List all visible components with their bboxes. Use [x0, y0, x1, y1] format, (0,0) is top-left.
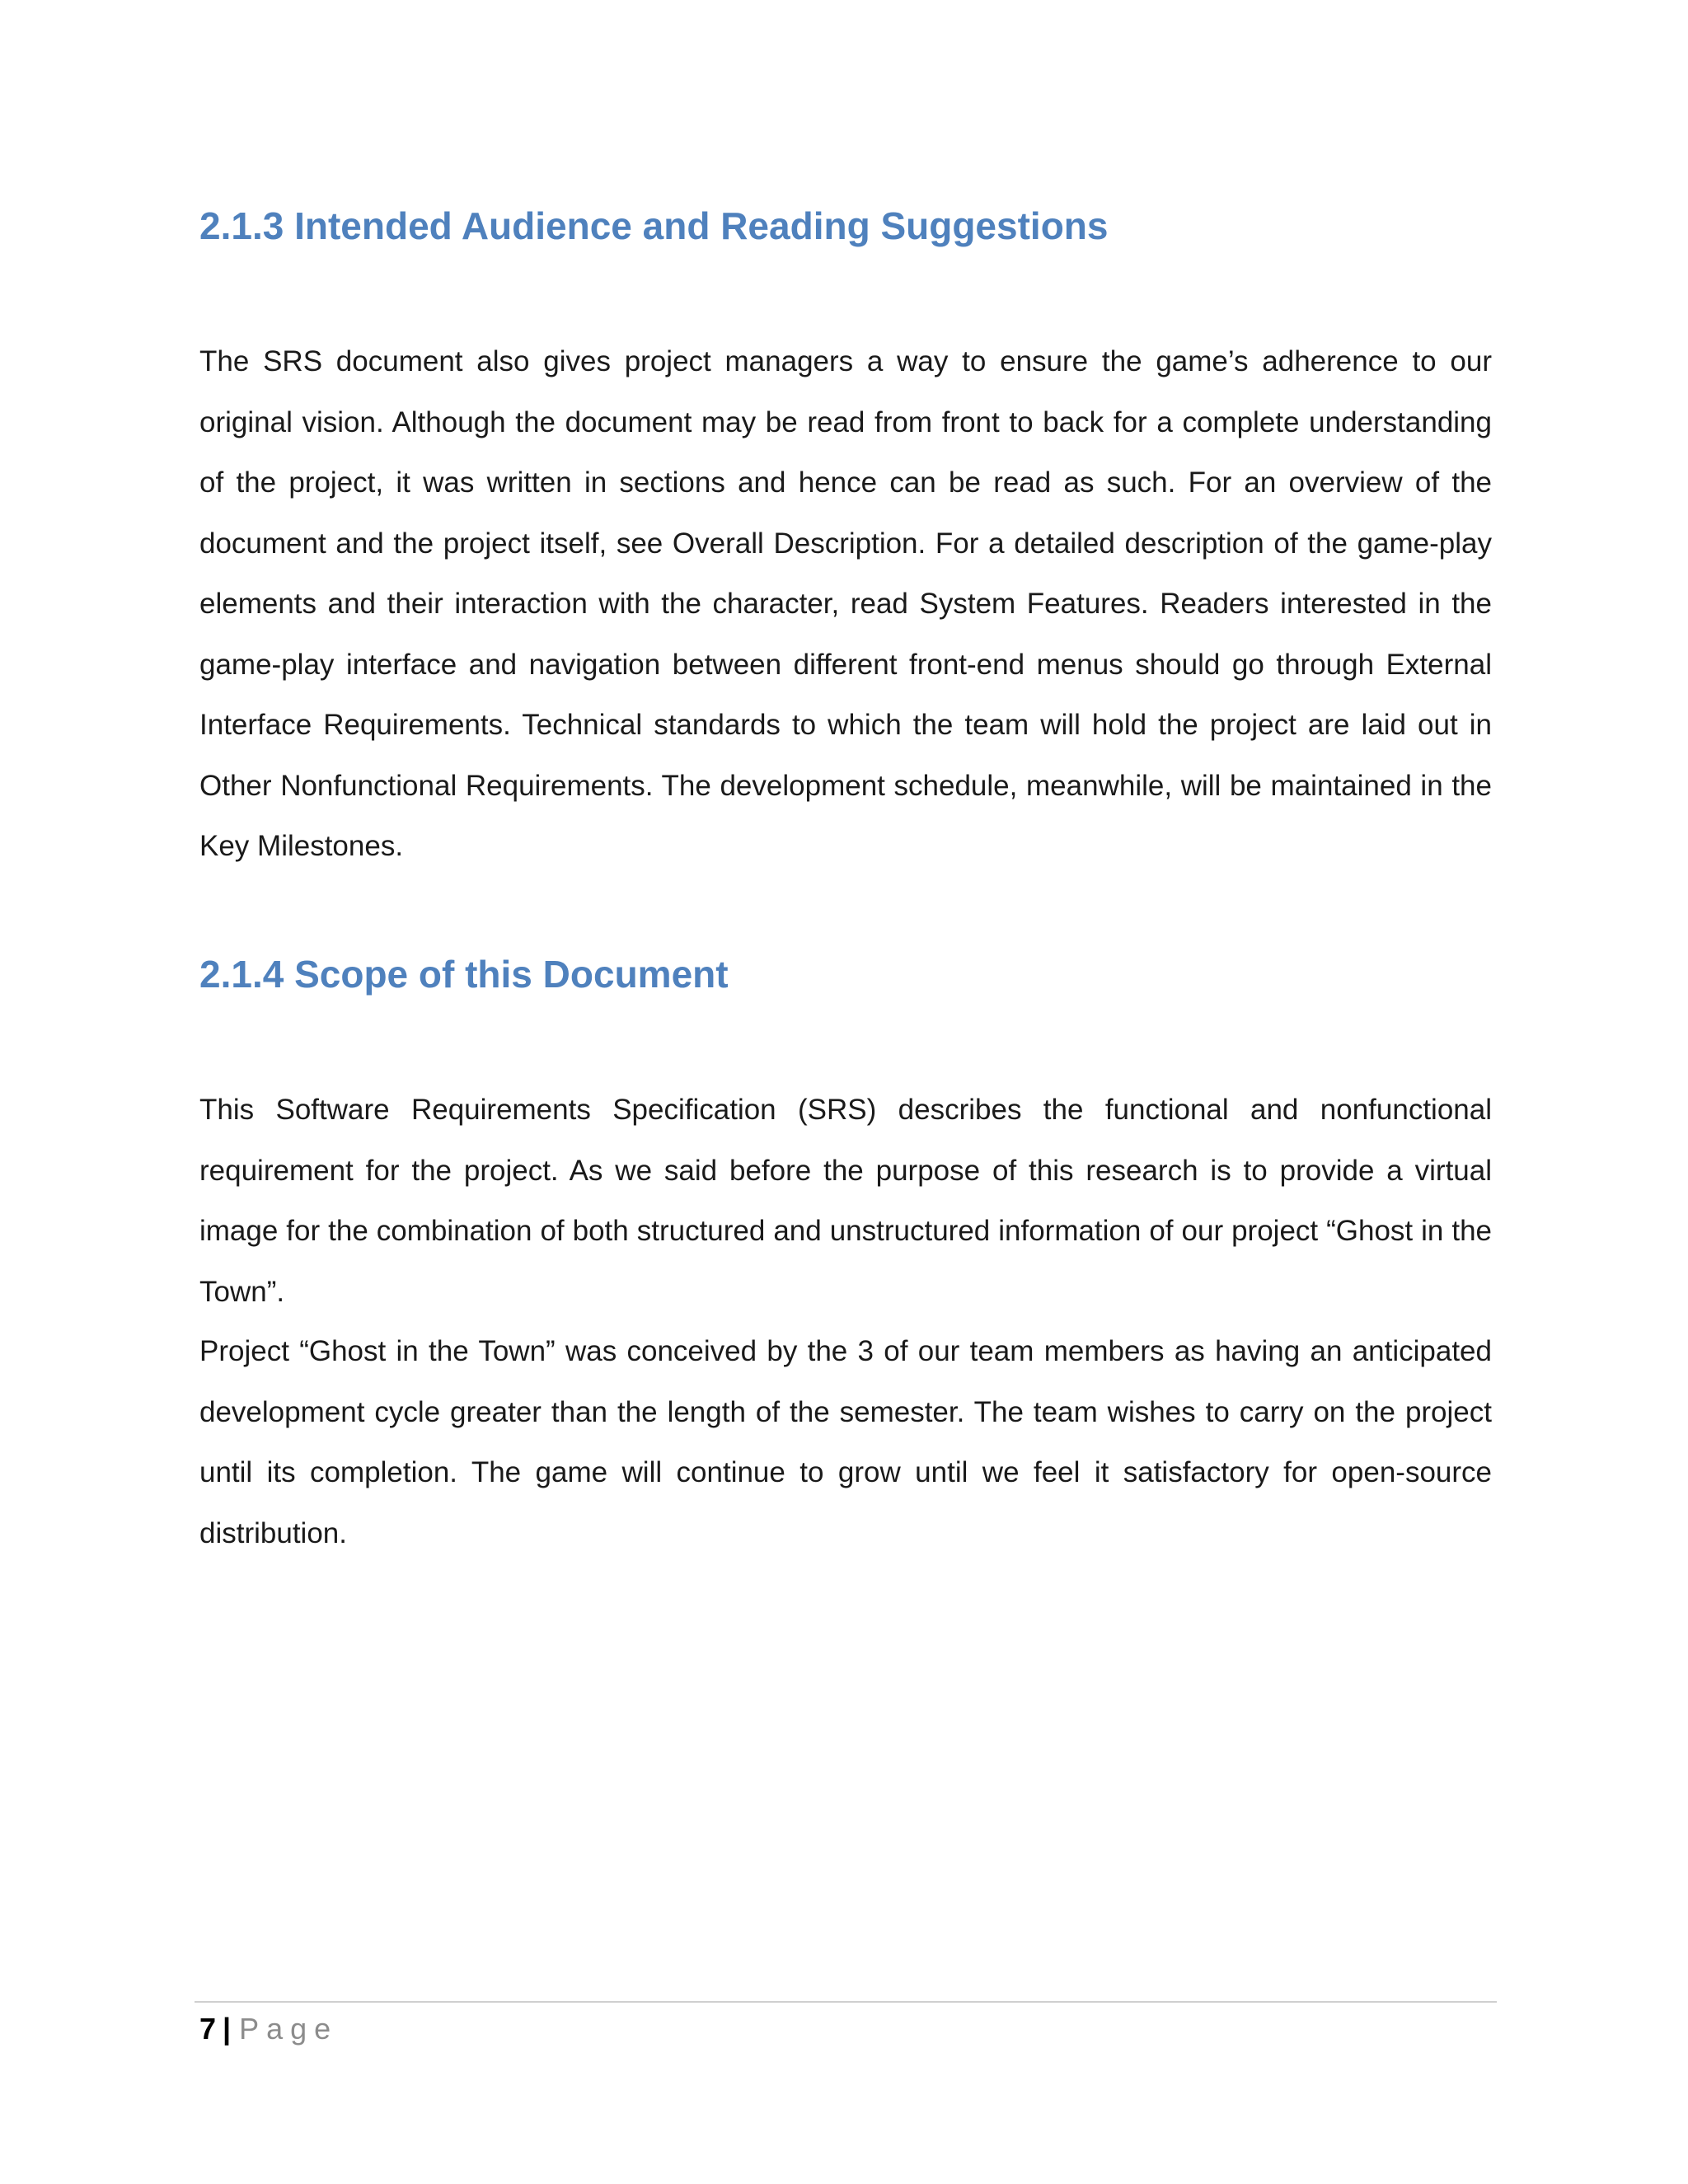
footer-divider [195, 2001, 1497, 2003]
section-heading-intended-audience: 2.1.3 Intended Audience and Reading Suggestions [199, 204, 1109, 247]
body-paragraph: The SRS document also gives project managers a way to ensure the game’s adherence to our original vision. Although the document may be read from front to back for a complete understanding of the project, it was written in sections and hence can be read as such. For an overview of the document and the project itself, see Overall Description. For a detailed description of the game-play elements and their interaction with the character, read System Features. Readers interested in the game-play interface and navigation between different front-end menus should go through External Interface Requirements. Technical standards to which the team will hold the project are laid out in Other Nonfunctional Requirements. The development schedule, meanwhile, will be maintained in the Key Milestones. [199, 345, 1492, 862]
section-heading-scope: 2.1.4 Scope of this Document [199, 953, 729, 996]
body-paragraph: This Software Requirements Specification (SRS) describes the functional and nonfunctional requirement for the project. As we said before the purpose of this research is to provide a virtual image for the combination of both structured and unstructured information of our project “Ghost in the Town”. [199, 1094, 1492, 1308]
page-footer [199, 2006, 338, 2052]
page-label: Page [239, 2012, 339, 2046]
page-number: 7 [199, 2012, 217, 2046]
body-paragraph: Project “Ghost in the Town” was conceived by the 3 of our team members as having an anticipated development cycle greater than the length of the semester. The team wishes to carry on the project until its completion. The game will continue to grow until we feel it satisfactory for open-source distribution. [199, 1335, 1492, 1549]
footer-separator: | [223, 2012, 232, 2046]
